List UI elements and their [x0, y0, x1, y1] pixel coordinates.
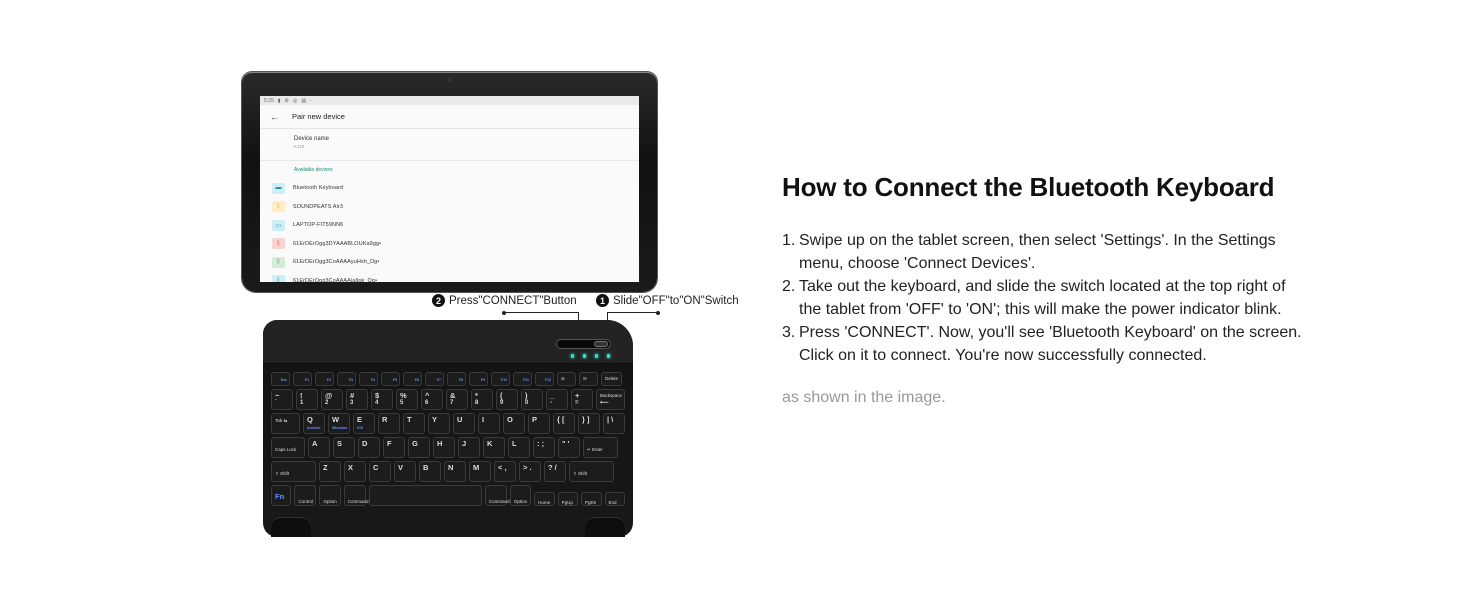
step-item — [782, 321, 1302, 367]
leader-line — [607, 312, 657, 313]
step-text: Take out the keyboard, and slide the switch located at the top right of the tablet from 'OFF' to 'ON'; this will make the power indicator blink. — [799, 278, 1286, 318]
device-name: 61ErDErOgg3CoAAAAyuHsh_Dg• — [293, 259, 380, 266]
key-shift-label: * — [475, 391, 478, 400]
key--[interactable] — [553, 413, 575, 434]
keyboard-icon: ▬ — [272, 183, 285, 194]
key-label: ⊚ — [561, 376, 565, 381]
key-f2[interactable] — [315, 372, 334, 386]
tablet-illustration — [242, 72, 657, 292]
key-h[interactable] — [433, 437, 455, 458]
key-label: < , — [498, 463, 507, 472]
key-label: U — [457, 415, 463, 424]
key-pgup[interactable] — [558, 492, 578, 506]
app-bar — [260, 105, 639, 129]
key-caps-lock[interactable] — [271, 437, 305, 458]
key-shift-label: + — [575, 391, 580, 400]
key-pgdn[interactable] — [581, 492, 601, 506]
key--[interactable] — [533, 437, 555, 458]
key-label: ✉ — [583, 376, 587, 381]
step-text: Press 'CONNECT'. Now, you'll see 'Bluetooth Keyboard' on the screen. Click on it to connect. You're now successfully connected. — [799, 324, 1302, 364]
step-text: Swipe up on the tablet screen, then select 'Settings'. In the Settings menu, choose 'Connect Devices'. — [799, 232, 1276, 272]
key-label: F10 — [500, 378, 507, 382]
key-y[interactable] — [428, 413, 450, 434]
key-shift-label: $ — [375, 391, 380, 400]
step-item — [782, 275, 1302, 321]
camera-dot — [447, 78, 451, 82]
step-number-badge: 1 — [596, 294, 609, 307]
device-name-setting[interactable] — [260, 129, 639, 161]
key-m[interactable] — [469, 461, 491, 482]
key-label: PgUp — [561, 500, 573, 505]
wifi-icon: · — [310, 97, 312, 104]
key-row — [271, 437, 625, 458]
key-label: O — [507, 415, 513, 424]
key-shift-label: Backspace — [600, 393, 623, 398]
key--object-object-[interactable] — [346, 389, 368, 410]
key-base-label: 6 — [425, 400, 429, 406]
key-base-label: 5 — [400, 400, 404, 406]
key-w[interactable] — [328, 413, 350, 434]
device-name: 61ErDErOgg3CoAAAAjaIlpk_Og• — [293, 277, 378, 282]
key-label: F6 — [414, 378, 419, 382]
key-f10[interactable] — [491, 372, 510, 386]
key-base-label: 2 — [325, 400, 329, 406]
key-q[interactable] — [303, 413, 325, 434]
key-f4[interactable] — [359, 372, 378, 386]
key-label: G — [412, 439, 418, 448]
key-shift-label: ( — [500, 391, 503, 400]
callout-connect-button — [432, 294, 577, 307]
key-base-label: 7 — [450, 400, 454, 406]
key-shift-label: ~ — [275, 391, 280, 400]
key-label: Delete — [605, 376, 619, 381]
device-list-item[interactable] — [260, 235, 639, 254]
key--[interactable] — [579, 372, 598, 386]
key-shift-label: ! — [300, 391, 303, 400]
device-name: Bluetooth Keyboard — [293, 185, 344, 192]
key-option[interactable] — [319, 485, 340, 506]
key-label: Tab ⇆ — [275, 418, 288, 423]
key-label: | \ — [607, 415, 614, 424]
key-label: F8 — [458, 378, 463, 382]
device-list-item[interactable] — [260, 216, 639, 235]
step-number-badge: 2 — [432, 294, 445, 307]
key-row — [271, 413, 625, 434]
key--[interactable] — [519, 461, 541, 482]
key-label: E — [357, 415, 363, 424]
key-base-label: = — [575, 400, 579, 406]
back-arrow-icon[interactable]: ← — [270, 111, 279, 122]
key-c[interactable] — [369, 461, 391, 482]
key-label: : ; — [537, 439, 545, 448]
keyboard-foot-right — [585, 517, 625, 537]
key-base-label: ` — [275, 400, 277, 406]
key-label: J — [462, 439, 467, 448]
sim-icon: ▤ — [301, 97, 307, 104]
key-f1[interactable] — [293, 372, 312, 386]
key-t[interactable] — [403, 413, 425, 434]
indicator-led — [571, 354, 574, 358]
key-label: M — [473, 463, 480, 472]
step-number: 1. — [782, 232, 796, 249]
key-label: } ] — [582, 415, 590, 424]
device-name-value: K110 — [294, 144, 305, 149]
key-option[interactable] — [510, 485, 531, 506]
key-row — [271, 485, 625, 506]
key-tab-[interactable] — [271, 413, 300, 434]
key-p[interactable] — [528, 413, 550, 434]
key-label: N — [448, 463, 454, 472]
key--object-object-[interactable] — [446, 389, 468, 410]
key-base-label: - — [550, 400, 552, 406]
key--shift[interactable] — [271, 461, 316, 482]
key-label: R — [382, 415, 388, 424]
key-label: W — [332, 415, 340, 424]
key-label: Z — [323, 463, 328, 472]
key-shift-label: # — [350, 391, 355, 400]
key-label: Control — [298, 499, 313, 504]
key--[interactable] — [578, 413, 600, 434]
key-label: F5 — [392, 378, 397, 382]
device-name: SOUNDPEATS Air3 — [293, 203, 343, 210]
key-base-label: 1 — [300, 400, 304, 406]
key--object-object-[interactable] — [596, 389, 625, 410]
key--object-object-[interactable] — [421, 389, 443, 410]
key-f6[interactable] — [403, 372, 422, 386]
key-label: ? / — [548, 463, 557, 472]
device-list — [260, 179, 639, 282]
power-switch[interactable] — [556, 339, 611, 349]
key-f9[interactable] — [469, 372, 488, 386]
key-label: PgDn — [585, 500, 597, 505]
key-row — [271, 372, 625, 386]
key-delete[interactable] — [601, 372, 622, 386]
key-label: F12 — [544, 378, 551, 382]
key-base-label: 9 — [500, 400, 504, 406]
key-base-label: 4 — [375, 400, 379, 406]
key-row — [271, 461, 625, 482]
key-shift-label: ) — [525, 391, 528, 400]
os-shortcut-label: Android — [307, 426, 321, 430]
key-label: B — [423, 463, 429, 472]
key-label: S — [337, 439, 343, 448]
indicator-led — [595, 354, 598, 358]
key--[interactable] — [494, 461, 516, 482]
available-devices-heading: Available devices — [294, 167, 333, 173]
key-f12[interactable] — [535, 372, 554, 386]
settings-icon: ⚙ — [284, 97, 289, 104]
key-label: F9 — [480, 378, 485, 382]
indicator-led — [583, 354, 586, 358]
key-label: T — [407, 415, 412, 424]
key-label: H — [437, 439, 443, 448]
bluetooth-icon: ᛒ — [272, 257, 285, 268]
status-bar — [260, 96, 639, 105]
key-base-label: 3 — [350, 400, 354, 406]
device-list-item[interactable] — [260, 198, 639, 217]
key-f[interactable] — [383, 437, 405, 458]
key-label: X — [348, 463, 354, 472]
key-home[interactable] — [534, 492, 554, 506]
key-label: " ' — [562, 439, 570, 448]
key-shift-label: @ — [325, 391, 333, 400]
key--object-object-[interactable] — [271, 389, 293, 410]
key--object-object-[interactable] — [396, 389, 418, 410]
key-label: Option — [513, 499, 528, 504]
device-name: 61ErDErOgg3DYAAABLOUKa9gg• — [293, 240, 382, 247]
key--object-object-[interactable] — [571, 389, 593, 410]
key-row — [271, 389, 625, 410]
vpn-icon: ◎ — [292, 97, 298, 104]
page-title: Pair new device — [292, 112, 345, 121]
key-label: F7 — [436, 378, 441, 382]
key--object-object-[interactable] — [496, 389, 518, 410]
key--object-object-[interactable] — [521, 389, 543, 410]
key-label: Option — [323, 499, 337, 504]
os-shortcut-label: Windows — [332, 426, 348, 430]
key-u[interactable] — [453, 413, 475, 434]
key-base-label: 8 — [475, 400, 479, 406]
key-i[interactable] — [478, 413, 500, 434]
key-label: F11 — [523, 378, 529, 382]
key-label: ↵ Enter — [587, 447, 603, 452]
keyboard-foot-left — [271, 517, 311, 537]
key--object-object-[interactable] — [471, 389, 493, 410]
key-space[interactable] — [369, 485, 482, 506]
key-label: A — [312, 439, 318, 448]
key-b[interactable] — [419, 461, 441, 482]
key-e[interactable] — [353, 413, 375, 434]
key-label: P — [532, 415, 538, 424]
key-s[interactable] — [333, 437, 355, 458]
key-f8[interactable] — [447, 372, 466, 386]
key-label: I — [482, 415, 485, 424]
indicator-led — [607, 354, 610, 358]
key--[interactable] — [557, 372, 576, 386]
key-base-label: 0 — [525, 400, 529, 406]
bluetooth-icon: ᛒ — [272, 238, 285, 249]
key-fn[interactable] — [271, 485, 291, 506]
key-j[interactable] — [458, 437, 480, 458]
key-label: F2 — [326, 378, 331, 382]
key-n[interactable] — [444, 461, 466, 482]
key-g[interactable] — [408, 437, 430, 458]
key-k[interactable] — [483, 437, 505, 458]
step-number: 2. — [782, 278, 796, 295]
key-l[interactable] — [508, 437, 530, 458]
key-f7[interactable] — [425, 372, 444, 386]
steps-list — [782, 229, 1302, 367]
switch-knob[interactable] — [594, 341, 608, 347]
callout-text: Slide"OFF"to"ON"Switch — [613, 294, 739, 307]
battery-icon: ▮ — [277, 97, 281, 104]
key--[interactable] — [544, 461, 566, 482]
key-v[interactable] — [394, 461, 416, 482]
key-control[interactable] — [294, 485, 316, 506]
key-base-label: ⟵ — [600, 400, 609, 406]
bluetooth-icon: ᛒ — [272, 275, 285, 282]
os-shortcut-label: iOS — [357, 426, 364, 430]
key-label: L — [512, 439, 517, 448]
key-label: End — [608, 500, 617, 505]
key-command[interactable] — [344, 485, 369, 506]
key-grid — [271, 372, 625, 509]
device-list-item[interactable] — [260, 179, 639, 198]
key-z[interactable] — [319, 461, 341, 482]
key--object-object-[interactable] — [546, 389, 568, 410]
key-label: F3 — [348, 378, 353, 382]
laptop-icon: ▭ — [272, 220, 285, 231]
key-label: ⇧ Shift — [275, 471, 290, 476]
key-label: { [ — [557, 415, 565, 424]
key-label: K — [487, 439, 493, 448]
callout-text: Press"CONNECT"Button — [449, 294, 577, 307]
key-shift-label: _ — [550, 391, 555, 400]
instructions-panel — [782, 172, 1302, 407]
step-number: 3. — [782, 324, 796, 341]
key-label: Fn — [275, 492, 285, 501]
step-item — [782, 229, 1302, 275]
keyboard-illustration — [263, 320, 633, 537]
callout-power-switch — [596, 294, 739, 307]
device-list-item[interactable] — [260, 272, 639, 283]
key-f3[interactable] — [337, 372, 356, 386]
key-d[interactable] — [358, 437, 380, 458]
key-shift-label: % — [400, 391, 407, 400]
key--object-object-[interactable] — [321, 389, 343, 410]
key-esc[interactable] — [271, 372, 290, 386]
key-label: D — [362, 439, 368, 448]
instructions-title: How to Connect the Bluetooth Keyboard — [782, 172, 1275, 202]
bluetooth-icon: ᛒ — [272, 201, 285, 212]
key-a[interactable] — [308, 437, 330, 458]
key--enter[interactable] — [583, 437, 618, 458]
key-label: Q — [307, 415, 313, 424]
key--shift[interactable] — [569, 461, 614, 482]
key-command[interactable] — [485, 485, 510, 506]
key-label: V — [398, 463, 404, 472]
device-list-item[interactable] — [260, 253, 639, 272]
key-label: Caps Lock — [275, 447, 297, 452]
key-label: C — [373, 463, 379, 472]
leader-line — [504, 312, 578, 313]
key-label: Command — [488, 499, 510, 504]
key--[interactable] — [558, 437, 580, 458]
key-shift-label: ^ — [425, 391, 430, 400]
key--[interactable] — [603, 413, 625, 434]
key-label: Esc — [280, 378, 287, 382]
key-label: Command — [347, 499, 369, 504]
key-end[interactable] — [605, 492, 625, 506]
key--object-object-[interactable] — [296, 389, 318, 410]
device-name-label: Device name — [294, 136, 330, 142]
key-label: ⇧ Shift — [573, 471, 588, 476]
key-label: F1 — [304, 378, 309, 382]
key-label: F — [387, 439, 392, 448]
tablet-screen — [260, 96, 639, 282]
device-name: LAPTOP-FIT59NN6 — [293, 222, 344, 229]
key-label: Home — [538, 500, 551, 505]
key-label: F4 — [370, 378, 375, 382]
key-f5[interactable] — [381, 372, 400, 386]
key-label: Y — [432, 415, 438, 424]
key-o[interactable] — [503, 413, 525, 434]
status-time: 5:25 — [264, 97, 274, 104]
key-shift-label: & — [450, 391, 456, 400]
key-r[interactable] — [378, 413, 400, 434]
key-x[interactable] — [344, 461, 366, 482]
footnote: as shown in the image. — [782, 389, 946, 406]
key-label: > . — [523, 463, 532, 472]
key-f11[interactable] — [513, 372, 532, 386]
key--object-object-[interactable] — [371, 389, 393, 410]
